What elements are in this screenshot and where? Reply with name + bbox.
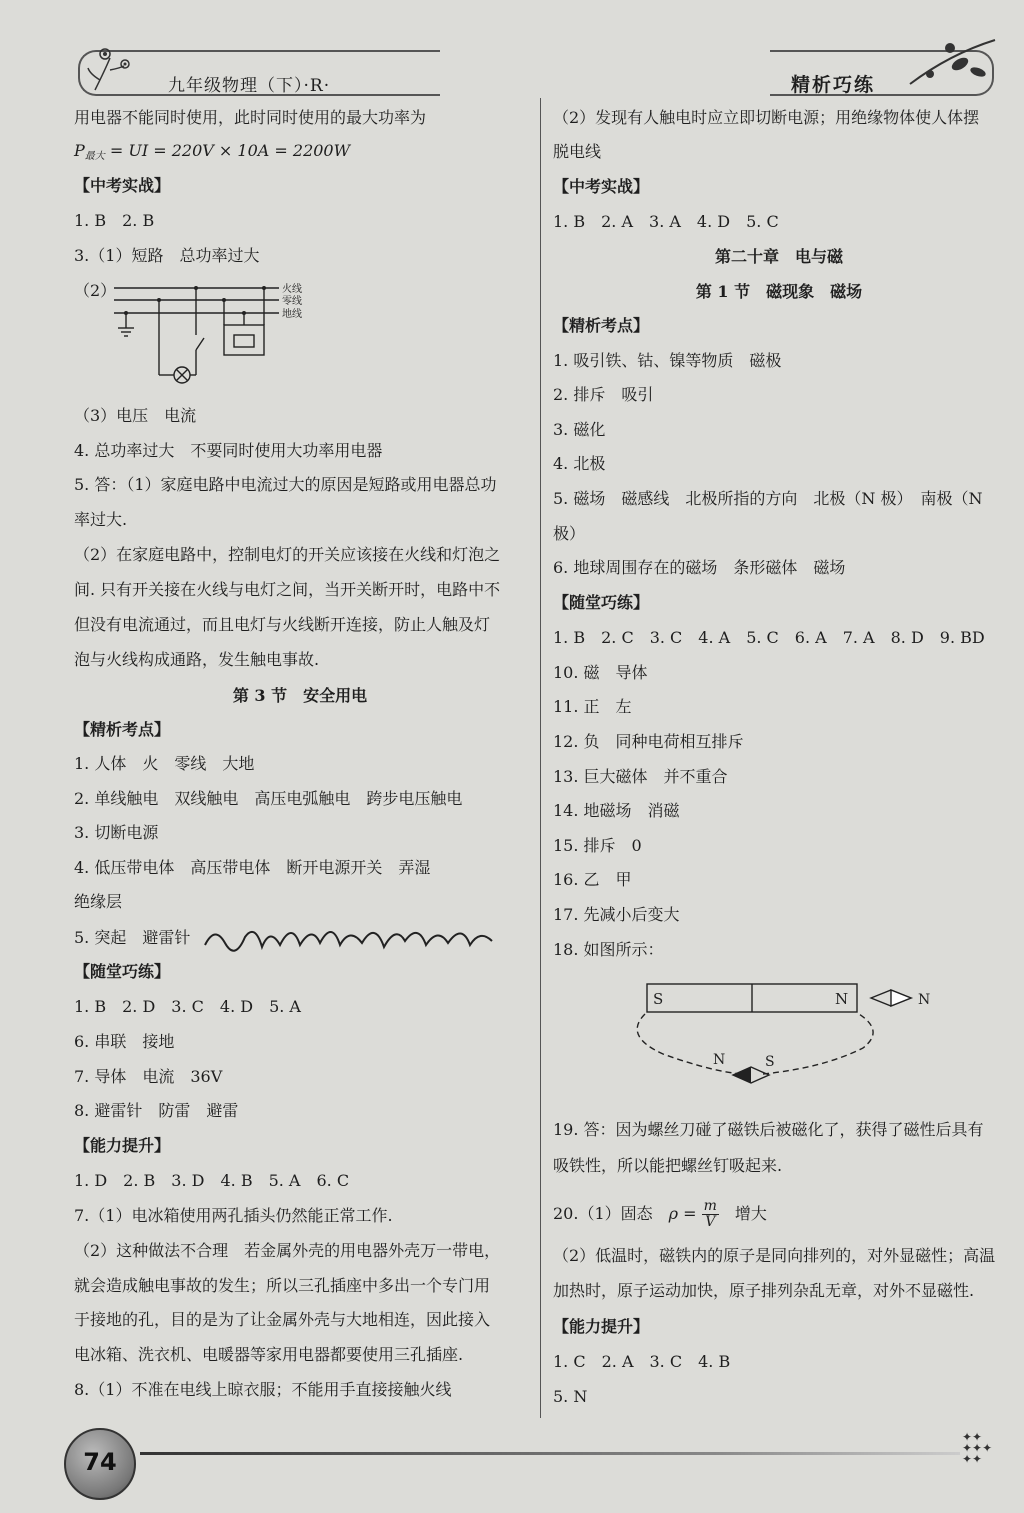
text-line: 16. 乙 甲	[553, 870, 632, 889]
text-line: 吸铁性，所以能把螺丝钉吸起来.	[553, 1156, 783, 1175]
formula-subscript: 最大	[84, 151, 105, 162]
text-line: 用电器不能同时使用，此时同时使用的最大功率为	[74, 108, 427, 127]
section-heading: 【能力提升】	[553, 1317, 650, 1336]
sparkle-ornament-icon: ✦✦ ✦✦✦ ✦✦	[962, 1430, 993, 1466]
book-title: 九年级物理（下）·R·	[168, 76, 331, 96]
answer-suffix: 增大	[718, 1204, 767, 1223]
section-title: 第 3 节 安全用电	[232, 686, 368, 705]
text-line: 17. 先减小后变大	[553, 905, 680, 924]
answer-prefix: 20.（1）固态	[553, 1204, 669, 1223]
fraction-numerator: m	[703, 1198, 717, 1214]
text-line: 1. 人体 火 零线 大地	[74, 754, 255, 773]
flower-ornament-icon	[890, 34, 1000, 94]
section-heading: 【能力提升】	[74, 1136, 171, 1155]
circuit-diagram	[114, 280, 354, 390]
circuit-label-neutral: 零线	[282, 296, 302, 307]
page-number: 74	[83, 1448, 117, 1476]
text-line: 10. 磁 导体	[553, 663, 648, 682]
text-line: 18. 如图所示：	[553, 940, 664, 959]
text-line: 5. 答：（1）家庭电路中电流过大的原因是短路或用电器总功	[74, 475, 497, 494]
text-line: （2）	[74, 281, 117, 300]
text-line: 3. 切断电源	[74, 823, 159, 842]
formula-line	[74, 141, 350, 167]
density-fraction	[702, 1199, 719, 1230]
magnet-n-pole: N	[835, 990, 849, 1008]
text-line: 13. 巨大磁体 并不重合	[553, 767, 728, 786]
text-line: 6. 地球周围存在的磁场 条形磁体 磁场	[553, 558, 846, 577]
lower-n-label: N	[713, 1052, 726, 1068]
text-line: 12. 负 同种电荷相互排斥	[553, 732, 744, 751]
text-line: 11. 正 左	[553, 697, 632, 716]
section-heading: 【中考实战】	[553, 177, 650, 196]
text-line: 2. 排斥 吸引	[553, 385, 654, 404]
lower-s-label: S	[765, 1054, 775, 1070]
text-line: 2. 单线触电 双线触电 高压电弧触电 跨步电压触电	[74, 789, 463, 808]
text-line: 5. 磁场 磁感线 北极所指的方向 北极（N 极） 南极（N	[553, 489, 983, 508]
text-line: 电冰箱、洗衣机、电暖器等家用电器都要使用三孔插座.	[74, 1345, 464, 1364]
text-line: （2）这种做法不合理 若金属外壳的用电器外壳万一带电，	[74, 1241, 501, 1260]
formula-line	[553, 1198, 767, 1230]
text-line: 3. 磁化	[553, 420, 606, 439]
text-line: 率过大.	[74, 510, 128, 529]
section-heading: 【精析考点】	[74, 720, 171, 739]
handwriting-scribble	[200, 915, 500, 960]
text-line: 1. 吸引铁、钴、镍等物质 磁极	[553, 351, 782, 370]
section-heading: 【精析考点】	[553, 316, 650, 335]
text-line: 1. B 2. D 3. C 4. D 5. A	[74, 997, 301, 1016]
text-line: 7. 导体 电流 36V	[74, 1067, 223, 1086]
text-line: 6. 串联 接地	[74, 1032, 175, 1051]
text-line: 间. 只有开关接在火线与电灯之间，当开关断开时，电路中不	[74, 580, 501, 599]
circuit-label-live: 火线	[282, 284, 302, 295]
text-line: 8. 避雷针 防雷 避雷	[74, 1101, 239, 1120]
text-line: （2）低温时，磁铁内的原子是同向排列的，对外显磁性；高温	[553, 1246, 996, 1265]
text-line: 绝缘层	[74, 892, 123, 911]
text-line: 4. 北极	[553, 454, 606, 473]
text-line: 14. 地磁场 消磁	[553, 801, 680, 820]
compass-n-label: N	[918, 992, 931, 1008]
magnet-diagram	[623, 976, 943, 1086]
text-line: 加热时，原子运动加快，原子排列杂乱无章，对外不显磁性.	[553, 1281, 975, 1300]
footer-rule	[140, 1452, 960, 1455]
text-line: 1. B 2. A 3. A 4. D 5. C	[553, 212, 779, 231]
text-line: 7.（1）电冰箱使用两孔插头仍然能正常工作.	[74, 1206, 393, 1225]
formula-body: = UI = 220V × 10A = 2200W	[104, 141, 351, 160]
text-line: （2）在家庭电路中，控制电灯的开关应该接在火线和灯泡之	[74, 545, 501, 564]
text-line: 1. D 2. B 3. D 4. B 5. A 6. C	[74, 1171, 350, 1190]
text-line: 19. 答：因为螺丝刀碰了磁铁后被磁化了，获得了磁性后具有	[553, 1120, 984, 1139]
text-line: 1. C 2. A 3. C 4. B	[553, 1352, 731, 1371]
text-line: 15. 排斥 0	[553, 836, 642, 855]
text-line: 1. B 2. B	[74, 211, 155, 230]
text-line: 于接地的孔，目的是为了让金属外壳与大地相连，因此接入	[74, 1310, 491, 1329]
page-header	[70, 40, 1000, 110]
text-line: 但没有电流通过，而且电灯与火线断开连接，防止人触及灯	[74, 615, 491, 634]
text-line: （2）发现有人触电时应立即切断电源；用绝缘物体使人体摆	[553, 108, 980, 127]
density-symbol: ρ =	[668, 1204, 697, 1223]
section-heading: 【随堂巧练】	[553, 593, 650, 612]
text-line: 1. B 2. C 3. C 4. A 5. C 6. A 7. A 8. D 9. BD	[553, 628, 985, 647]
section-heading: 【中考实战】	[74, 176, 171, 195]
section-title: 第 1 节 磁现象 磁场	[695, 282, 863, 301]
formula-symbol: P	[74, 141, 85, 160]
text-line: 脱电线	[553, 142, 602, 161]
text-line: 5. N	[553, 1387, 588, 1406]
chapter-title: 第二十章 电与磁	[714, 247, 843, 266]
circuit-label-ground: 地线	[282, 309, 302, 320]
text-line: 极）	[553, 524, 586, 543]
page-number-badge	[64, 1428, 136, 1500]
section-heading: 【随堂巧练】	[74, 962, 171, 981]
text-line: 5. 突起 避雷针	[74, 928, 191, 947]
flower-ornament-icon	[80, 40, 150, 95]
text-line: 3.（1）短路 总功率过大	[74, 246, 260, 265]
text-line: 就会造成触电事故的发生；所以三孔插座中多出一个专门用	[74, 1276, 491, 1295]
brand-title: 精析巧练	[791, 74, 876, 96]
text-line: 4. 总功率过大 不要同时使用大功率用电器	[74, 441, 383, 460]
text-line: （3）电压 电流	[74, 406, 197, 425]
text-line: 泡与火线构成通路，发生触电事故.	[74, 650, 320, 669]
fraction-denominator: V	[705, 1214, 716, 1230]
column-divider	[540, 98, 541, 1418]
text-line: 4. 低压带电体 高压带电体 断开电源开关 弄湿	[74, 858, 431, 877]
text-line: 8.（1）不准在电线上晾衣服；不能用手直接接触火线	[74, 1380, 452, 1399]
magnet-s-pole: S	[653, 990, 664, 1008]
